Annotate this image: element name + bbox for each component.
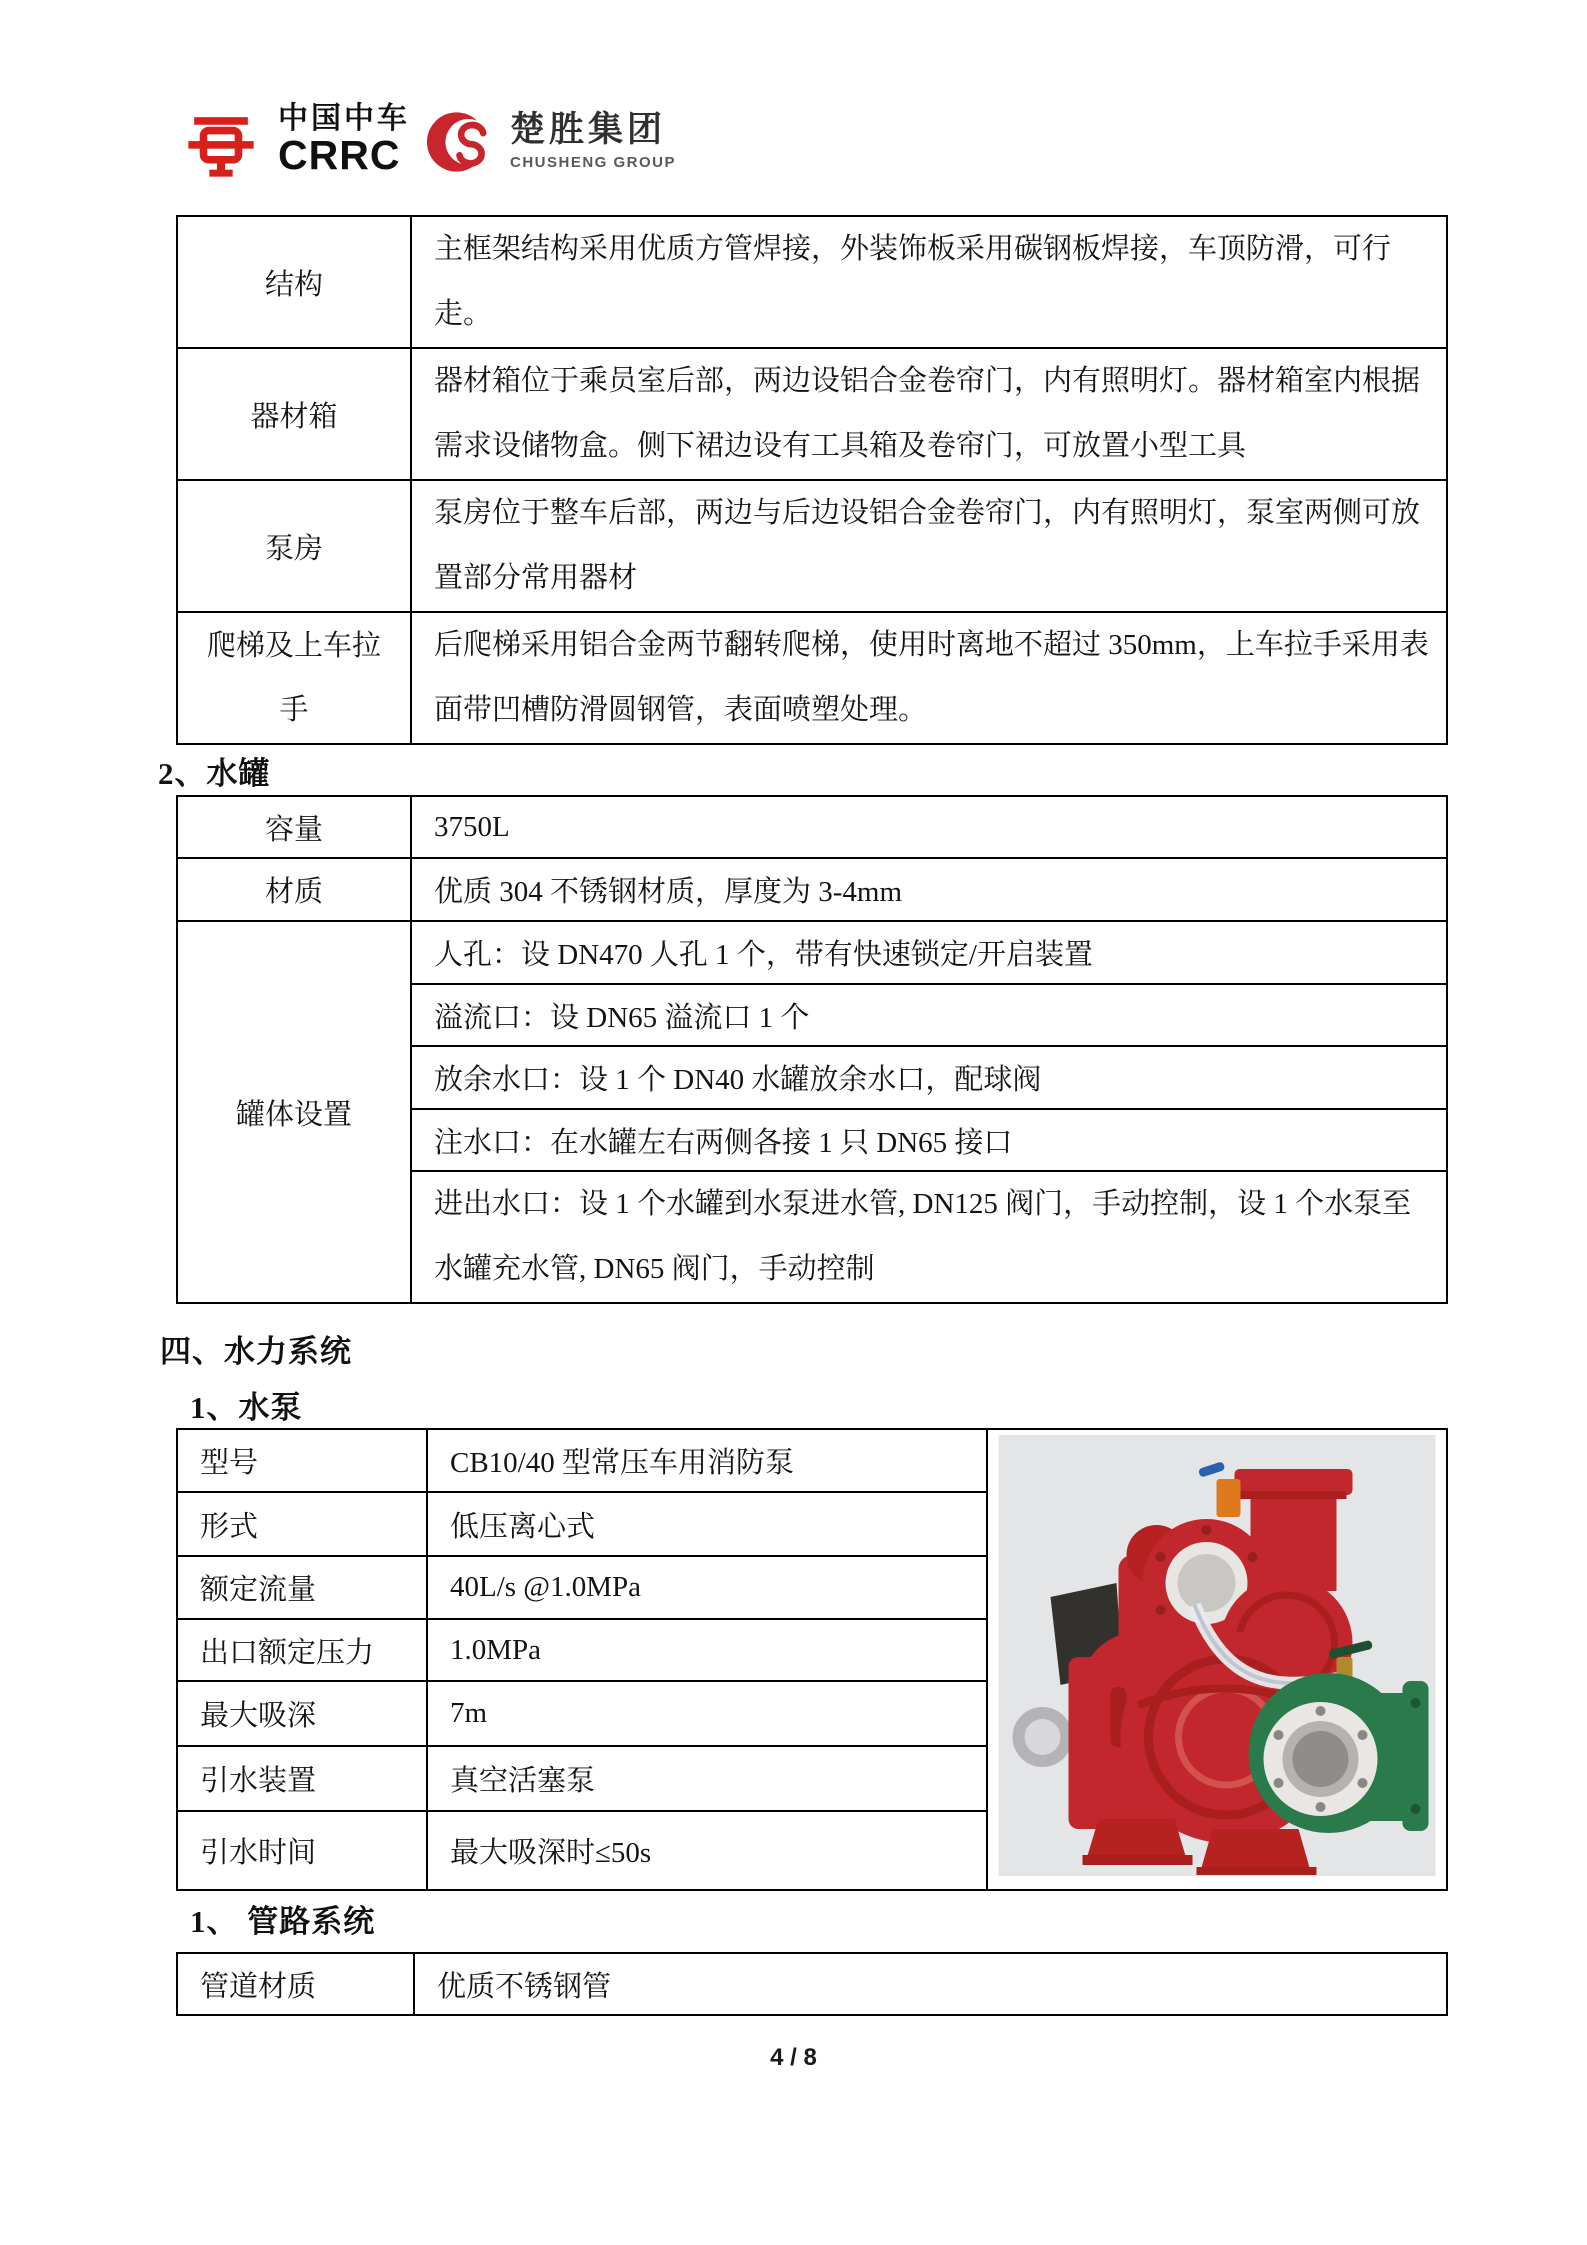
chusheng-cn-name: 楚胜集团 xyxy=(510,110,667,149)
row-value: 7m xyxy=(427,1681,987,1746)
pump-photo-cell xyxy=(987,1429,1447,1890)
row-label: 最大吸深 xyxy=(177,1681,427,1746)
row-label: 器材箱 xyxy=(177,348,411,480)
table-row xyxy=(177,348,1447,480)
table-row xyxy=(177,1953,1447,2015)
row-label: 额定流量 xyxy=(177,1556,427,1619)
piping-table xyxy=(176,1952,1448,2016)
row-label: 材质 xyxy=(177,858,411,921)
row-value: 低压离心式 xyxy=(427,1492,987,1556)
row-label: 管道材质 xyxy=(177,1953,414,2015)
row-value: 真空活塞泵 xyxy=(427,1746,987,1811)
row-value: 优质不锈钢管 xyxy=(414,1953,1447,2015)
row-label-tank-fittings: 罐体设置 xyxy=(177,921,411,1303)
row-value: 人孔：设 DN470 人孔 1 个，带有快速锁定/开启装置 xyxy=(411,921,1447,984)
section-heading-hydraulic-system: 四、水力系统 xyxy=(160,1334,352,1369)
row-label: 容量 xyxy=(177,796,411,858)
row-value: 放余水口：设 1 个 DN40 水罐放余水口，配球阀 xyxy=(411,1046,1447,1109)
water-pump-table xyxy=(176,1428,1448,1891)
crrc-logo-icon xyxy=(186,108,256,180)
crrc-en-name: CRRC xyxy=(278,132,401,178)
row-label: 引水装置 xyxy=(177,1746,427,1811)
header-logos xyxy=(0,0,1587,200)
table-row xyxy=(177,216,1447,348)
chusheng-en-name: CHUSHENG GROUP xyxy=(510,154,677,171)
fire-pump-photo xyxy=(998,1435,1436,1876)
chusheng-logo-icon xyxy=(424,104,498,180)
row-value: 后爬梯采用铝合金两节翻转爬梯，使用时离地不超过 350mm，上车拉手采用表面带凹槽防滑圆钢管，表面喷塑处理。 xyxy=(411,612,1447,744)
table-row xyxy=(177,796,1447,858)
row-label: 引水时间 xyxy=(177,1811,427,1890)
row-value: 溢流口：设 DN65 溢流口 1 个 xyxy=(411,984,1447,1046)
page-number: 4 / 8 xyxy=(770,2044,817,2071)
row-value: 器材箱位于乘员室后部，两边设铝合金卷帘门，内有照明灯。器材箱室内根据需求设储物盒。侧下裙边设有工具箱及卷帘门，可放置小型工具 xyxy=(411,348,1447,480)
row-value: 1.0MPa xyxy=(427,1619,987,1681)
row-value: 最大吸深时≤50s xyxy=(427,1811,987,1890)
crrc-cn-name: 中国中车 xyxy=(278,102,410,135)
row-label: 出口额定压力 xyxy=(177,1619,427,1681)
section-heading-piping-system: 1、 管路系统 xyxy=(190,1904,376,1939)
body-structure-table xyxy=(176,215,1448,745)
row-label: 型号 xyxy=(177,1429,427,1492)
table-row xyxy=(177,858,1447,921)
row-value: 进出水口：设 1 个水罐到水泵进水管, DN125 阀门，手动控制，设 1 个水泵至水罐充水管, DN65 阀门，手动控制 xyxy=(411,1171,1447,1303)
row-value: CB10/40 型常压车用消防泵 xyxy=(427,1429,987,1492)
row-value: 优质 304 不锈钢材质，厚度为 3-4mm xyxy=(411,858,1447,921)
row-value: 3750L xyxy=(411,796,1447,858)
row-value: 主框架结构采用优质方管焊接，外装饰板采用碳钢板焊接，车顶防滑，可行走。 xyxy=(411,216,1447,348)
row-label: 形式 xyxy=(177,1492,427,1556)
row-label: 爬梯及上车拉手 xyxy=(177,612,411,744)
table-row xyxy=(177,1429,1447,1492)
row-value: 注水口：在水罐左右两侧各接 1 只 DN65 接口 xyxy=(411,1109,1447,1171)
chusheng-logo-text xyxy=(510,112,676,170)
row-label: 泵房 xyxy=(177,480,411,612)
row-label: 结构 xyxy=(177,216,411,348)
section-heading-water-tank: 2、水罐 xyxy=(158,756,271,791)
table-row xyxy=(177,921,1447,984)
crrc-logo-text xyxy=(278,104,410,176)
row-value: 泵房位于整车后部，两边与后边设铝合金卷帘门，内有照明灯，泵室两侧可放置部分常用器材 xyxy=(411,480,1447,612)
water-tank-table xyxy=(176,795,1448,1304)
table-row xyxy=(177,612,1447,744)
section-heading-water-pump: 1、水泵 xyxy=(190,1390,303,1425)
table-row xyxy=(177,480,1447,612)
row-value: 40L/s @1.0MPa xyxy=(427,1556,987,1619)
